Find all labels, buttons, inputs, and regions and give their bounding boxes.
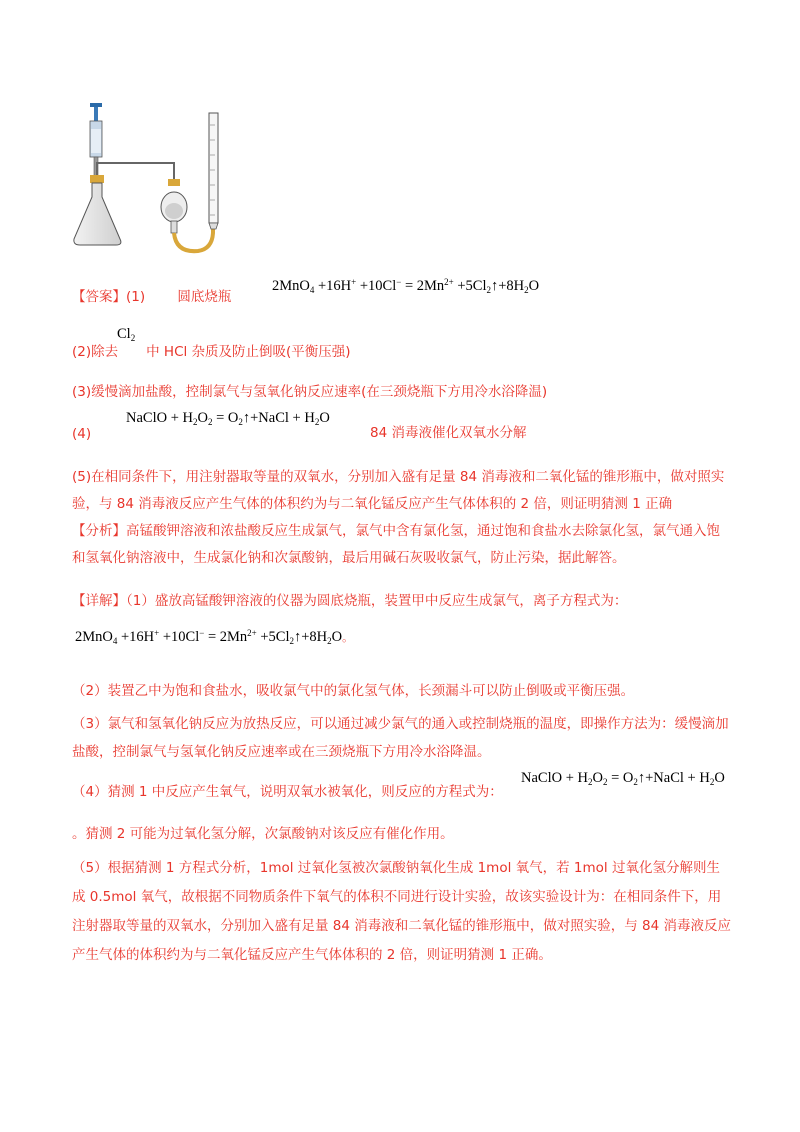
answer-q5: (5)在相同条件下，用注射器取等量的双氧水，分别加入盛有足量 84 消毒液和二氧化锰的锥形瓶中，做对照实验，与 84 消毒液反应产生气体的体积约为与二氧化锰反应产生气体体积的 2 倍，则证明猜测 1 正确 bbox=[72, 469, 725, 512]
detail-p4: （4）猜测 1 中反应产生氧气，说明双氧水被氧化，则反应的方程式为： bbox=[72, 784, 503, 800]
answer-tag: 【答案】 bbox=[72, 289, 126, 305]
formula-naclo-1: NaClO + $H_2O_2$ = $O_2↑+NaCl + H_2O$ bbox=[126, 410, 330, 427]
detail-p5: （5）根据猜测 1 方程式分析，1mol 过氧化氢被次氯酸钠氧化生成 1mol 氧气，若 1mol 过氧化氢分解则生成 0.5mol 氧气，故根据不同物质条件下氧气的体积不同进行设计实验，故该实验设计为：在相同条件下，用注射器取等量的双氧水，分别加入盛有足量 84 消毒液和二氧化锰的锥形瓶中，做对照实验，与 84 消毒液反应产生气体的体积约为与二氧化锰反应产生气体体积的 2 倍，则证明猜测 1 正确。 bbox=[72, 860, 732, 963]
formula-permanganate-1: $2MnO_4 +16H^+ +10Cl^- = 2Mn^{2+}$ $+5Cl_2↑+8H_2O$ bbox=[272, 277, 540, 295]
detail-p4b: 。猜测 2 可能为过氧化氢分解，次氯酸钠对该反应有催化作用。 bbox=[72, 826, 454, 842]
drying-bulb-icon bbox=[161, 179, 187, 233]
answer-q1-text: 圆底烧瓶 bbox=[177, 289, 232, 305]
formula-cl2: $Cl_2$ bbox=[117, 326, 136, 343]
analysis-tag: 【分析】 bbox=[72, 523, 126, 539]
graduated-tube-icon bbox=[209, 113, 218, 229]
analysis-text: 高锰酸钾溶液和浓盐酸反应生成氯气，氯气中含有氯化氢，通过饱和食盐水去除氯化氢，氯气通入饱和氢氧化钠溶液中，生成氯化钠和次氯酸钠，最后用碱石灰吸收氯气，防止污染，据此解答。 bbox=[72, 523, 720, 566]
detail-p2: （2）装置乙中为饱和食盐水，吸收氯气中的氯化氢气体，长颈漏斗可以防止倒吸或平衡压强。 bbox=[72, 683, 635, 699]
formula-naclo-2: NaClO + $H_2O_2$ = $O_2↑+NaCl + H_2O$ bbox=[521, 770, 725, 787]
detail-p3: （3）氯气和氢氧化钠反应为放热反应，可以通过减少氯气的通入或控制烧瓶的温度，即操作方法为：缓慢滴加盐酸，控制氯气与氢氧化钠反应速率或在三颈烧瓶下方用冷水浴降温。 bbox=[72, 716, 729, 760]
detail-tag: 【详解】 bbox=[72, 593, 126, 609]
answer-q1 bbox=[72, 287, 231, 307]
answer-q1-num: (1) bbox=[126, 289, 146, 305]
detail-p1: 【详解】（1）盛放高锰酸钾溶液的仪器为圆底烧瓶，装置甲中反应生成氯气，离子方程式为： bbox=[72, 593, 628, 609]
answer-q2: (2)除去 中 HCl 杂质及防止倒吸(平衡压强) bbox=[72, 344, 351, 360]
formula-permanganate-2: $2MnO_4 +16H^+ +10Cl^- = 2Mn^{2+}$ $+5Cl_2↑+8H_2O$。 bbox=[75, 628, 354, 646]
answer-q4-text: 84 消毒液催化双氧水分解 bbox=[370, 425, 527, 441]
answer-q3: (3)缓慢滴加盐酸，控制氯气与氢氧化钠反应速率(在三颈烧瓶下方用冷水浴降温) bbox=[72, 384, 548, 400]
conical-flask-icon bbox=[74, 175, 121, 245]
answer-q4-num: (4) bbox=[72, 426, 92, 442]
apparatus-diagram bbox=[70, 95, 240, 255]
analysis bbox=[72, 518, 732, 572]
